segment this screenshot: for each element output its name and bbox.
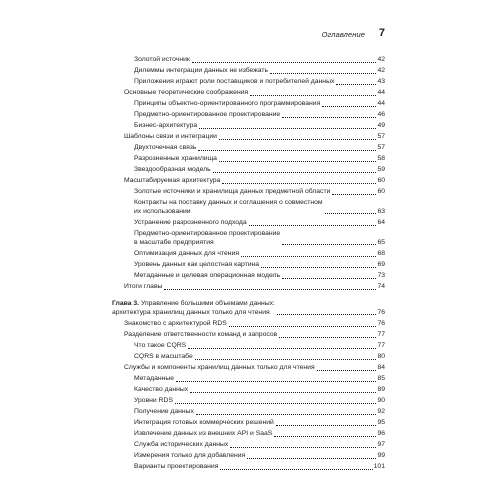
- dot-leader: [222, 183, 376, 184]
- toc-entry-page: 46: [377, 111, 385, 118]
- toc-entry-title: Бизнес-архитектура: [134, 122, 198, 129]
- toc-entry-page: 89: [377, 386, 385, 393]
- toc-entry-page: 63: [377, 207, 385, 215]
- dot-leader: [220, 469, 372, 470]
- toc-entry-page: 44: [377, 89, 385, 96]
- running-head-title: Оглавление: [321, 30, 365, 39]
- toc-entry-title: Оптимизация данных для чтения: [134, 250, 240, 257]
- toc-entry: [134, 430, 385, 439]
- dot-leader: [282, 244, 376, 245]
- toc-entry-page: 99: [377, 452, 385, 459]
- dot-leader: [249, 225, 377, 226]
- toc-entry-page: 60: [377, 188, 385, 195]
- toc-entry-page: 57: [377, 144, 385, 151]
- toc-entry: [134, 342, 385, 351]
- toc-entry-title: Шаблоны связи и интеграции: [124, 133, 217, 140]
- toc-entry-page: 58: [377, 155, 385, 162]
- toc-entry-title-line: в масштабе предприятия: [134, 238, 214, 246]
- toc-entry-title: Разделение ответственности команд и запросов: [124, 331, 278, 338]
- dot-leader: [192, 62, 377, 63]
- dot-leader: [219, 139, 376, 140]
- toc-entry-page: 43: [377, 78, 385, 85]
- dot-leader: [230, 447, 376, 448]
- toc-entry-page: 64: [377, 219, 385, 226]
- toc-entry: [134, 111, 385, 120]
- toc-entry: [134, 408, 385, 417]
- dot-leader: [332, 194, 376, 195]
- toc-entry: [134, 67, 385, 76]
- toc-entry-title: Дилеммы интеграции данных не избежать: [134, 67, 269, 74]
- toc-chapter-entry: [112, 300, 385, 317]
- toc-entry-title: Предметно-ориентированное проектирование: [134, 111, 281, 118]
- toc-entry: [134, 230, 385, 247]
- page-number: 7: [378, 27, 385, 39]
- toc-entry: [134, 144, 385, 153]
- toc-entry-title: Устранение разрозненного подхода: [134, 219, 247, 226]
- toc-entry-title-line: Управление большими объемами данных:: [140, 300, 275, 307]
- toc-entry-title: Уровни RDS: [134, 397, 173, 404]
- dot-leader: [175, 403, 376, 404]
- toc-entry-title: Что такое CQRS: [134, 342, 187, 349]
- toc-entry: [134, 122, 385, 131]
- toc-entry: [124, 133, 385, 142]
- dot-leader: [176, 381, 376, 382]
- toc-entry: [134, 419, 385, 428]
- toc-entry: [134, 261, 385, 270]
- toc-entry-page: 77: [377, 331, 385, 338]
- toc-entry-title: Метаданные и целевая операционная модель: [134, 272, 281, 279]
- toc-entry: [134, 155, 385, 164]
- toc-entry-page: 59: [377, 166, 385, 173]
- dot-leader: [199, 128, 376, 129]
- dot-leader: [247, 458, 376, 459]
- dot-leader: [279, 337, 376, 338]
- toc-entry-page: 96: [377, 430, 385, 437]
- toc-entry: [124, 320, 385, 329]
- toc-entry-page: 69: [377, 261, 385, 268]
- toc-entry-title: Получение данных: [134, 408, 194, 415]
- toc-entry-title: [134, 230, 281, 247]
- dot-leader: [322, 106, 376, 107]
- toc-entry-title: Приложения играют роли поставщиков и потребителей данных: [134, 78, 335, 85]
- toc-entry-title: [134, 199, 324, 216]
- toc-entry-page: 90: [377, 397, 385, 404]
- dot-leader: [198, 150, 376, 151]
- toc-entry-title-line: их использовании: [134, 207, 191, 215]
- dot-leader: [270, 73, 376, 74]
- toc-entry-page: 76: [377, 320, 385, 327]
- toc-entry-page: 73: [377, 272, 385, 279]
- toc-entry: [134, 397, 385, 406]
- toc-entry: [134, 452, 385, 461]
- toc-entry-page: 49: [377, 122, 385, 129]
- dot-leader: [241, 256, 376, 257]
- toc-entry: [134, 100, 385, 109]
- toc-entry-page: 92: [377, 408, 385, 415]
- toc-entry-page: 60: [377, 177, 385, 184]
- toc-entry-title: Уровень данных как целостная картина: [134, 261, 260, 268]
- toc-entry-title: Основные теоретические соображения: [124, 89, 249, 96]
- toc-entry: [134, 463, 385, 472]
- toc-entry-page: 74: [377, 283, 385, 290]
- toc-entry-page: 97: [377, 441, 385, 448]
- dot-leader: [188, 348, 376, 349]
- toc-entry-title: Масштабируемая архитектура: [124, 177, 221, 184]
- toc-entry-title-line: Предметно-ориентированное проектирование: [134, 230, 281, 237]
- toc-entry-page: 44: [377, 100, 385, 107]
- dot-leader: [274, 436, 376, 437]
- toc-entry-title: Интеграция готовых коммерческих решений: [134, 419, 274, 426]
- toc-entry-page: 84: [377, 364, 385, 371]
- toc-entry-title: [112, 300, 276, 317]
- toc-entry-page: 68: [377, 250, 385, 257]
- toc-entry-title: Измерения только для добавления: [134, 452, 246, 459]
- toc-entry-title: Службы и компоненты хранилищ данных только для чтения: [124, 364, 315, 371]
- toc-entry: [134, 219, 385, 228]
- toc-entry-page: 42: [377, 67, 385, 74]
- toc-entry-page: 95: [377, 419, 385, 426]
- toc-entry: [124, 331, 385, 340]
- dot-leader: [195, 359, 377, 360]
- toc-entry: [134, 386, 385, 395]
- toc-entry: [134, 353, 385, 362]
- dot-leader: [196, 414, 376, 415]
- dot-leader: [164, 289, 376, 290]
- toc-entry-title: Служба исторических данных: [134, 441, 229, 448]
- toc-entry: [134, 272, 385, 281]
- toc-entry-title: Золотой источник: [134, 56, 190, 63]
- toc-entry: [124, 364, 385, 373]
- toc-entry-title: Золотые источники и хранилища данных предметной области: [134, 188, 331, 195]
- dot-leader: [317, 370, 377, 371]
- toc-entry-title: Варианты проектирования: [134, 463, 219, 470]
- toc-entry: [134, 199, 385, 216]
- toc-entry: [124, 177, 385, 186]
- toc-entry: [134, 441, 385, 450]
- toc-entry-page: 85: [377, 375, 385, 382]
- dot-leader: [336, 84, 376, 85]
- dot-leader: [282, 117, 376, 118]
- page-header: [112, 28, 385, 42]
- toc-entry-title-line: архитектура хранилищ данных только для чтения: [112, 308, 270, 316]
- toc-entry-page: 76: [377, 308, 385, 316]
- toc-entry: [134, 78, 385, 87]
- toc-entry: [124, 283, 385, 292]
- toc-entry-title: Принципы объектно-ориентированного программирования: [134, 100, 321, 107]
- dot-leader: [250, 95, 376, 96]
- dot-leader: [325, 213, 377, 214]
- toc-entry-title-line: Контракты на поставку данных и соглашения о совместном: [134, 199, 323, 206]
- toc-entry-title: Звездообразная модель: [134, 166, 211, 173]
- toc-entry-title: Качество данных: [134, 386, 189, 393]
- dot-leader: [282, 278, 376, 279]
- toc-entry-title: CQRS в масштабе: [134, 353, 193, 360]
- dot-leader: [229, 326, 377, 327]
- toc-entry: [134, 56, 385, 65]
- toc-entry-title: Знакомство с архитектурой RDS: [124, 320, 227, 327]
- toc-entry: [134, 375, 385, 384]
- toc-entry-title: Извлечение данных из внешних API и SaaS: [134, 430, 273, 437]
- dot-leader: [277, 314, 376, 315]
- toc-entry: [134, 188, 385, 197]
- toc-entry-title: Метаданные: [134, 375, 175, 382]
- dot-leader: [213, 172, 377, 173]
- chapter-label: Глава 3.: [112, 300, 140, 307]
- toc-entry: [134, 166, 385, 175]
- toc-entry-page: 80: [377, 353, 385, 360]
- toc-entry-page: 65: [377, 238, 385, 246]
- toc-entry-title: Итоги главы: [124, 283, 163, 290]
- toc-entry: [124, 89, 385, 98]
- toc-entry-page: 77: [377, 342, 385, 349]
- toc-entry-title: Двухточечная связь: [134, 144, 197, 151]
- dot-leader: [261, 267, 376, 268]
- toc-entry-title: Разрозненные хранилища: [134, 155, 217, 162]
- dot-leader: [219, 161, 376, 162]
- toc-entry: [134, 250, 385, 259]
- toc-entry-page: 101: [373, 463, 385, 470]
- dot-leader: [190, 392, 376, 393]
- toc-entry-page: 42: [377, 56, 385, 63]
- toc-entry-page: 57: [377, 133, 385, 140]
- dot-leader: [276, 425, 377, 426]
